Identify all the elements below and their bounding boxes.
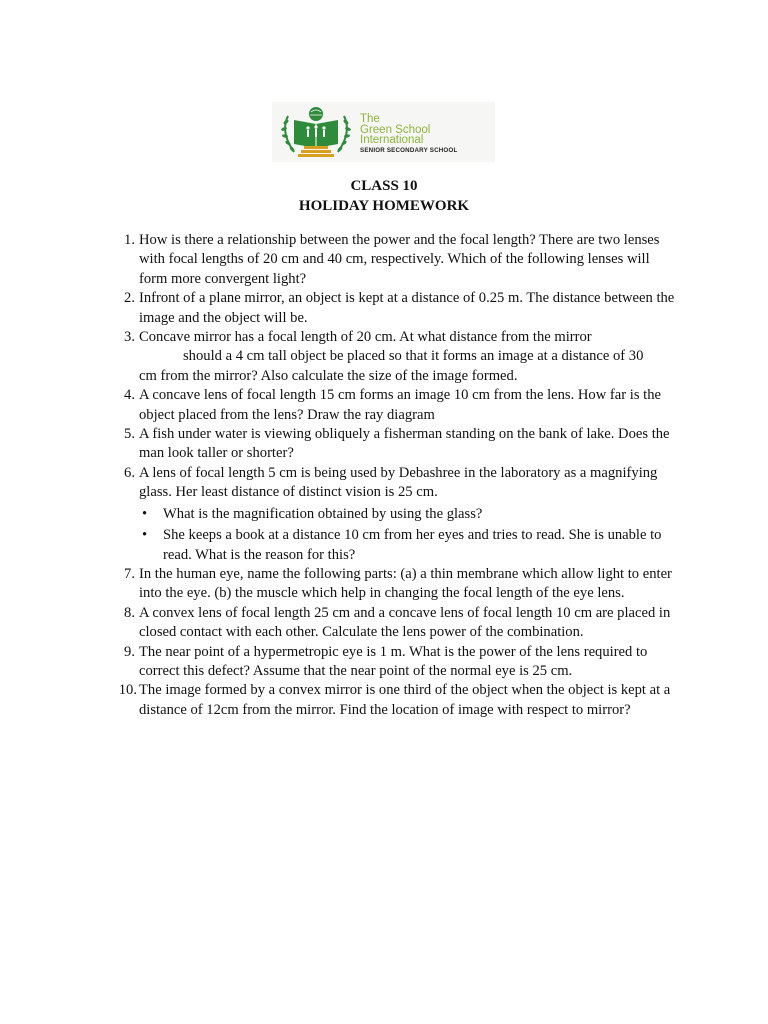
question-number: 1.	[124, 232, 135, 248]
question-list	[118, 231, 679, 720]
question-text: A convex lens of focal length 25 cm and a concave lens of focal length 10 cm are placed in closed contact with each other. Calculate the lens power of the combination.	[139, 604, 671, 641]
logo-line-international: International	[360, 134, 424, 146]
question-number: 7.	[124, 565, 135, 582]
school-logo	[272, 102, 495, 162]
question-number: 8.	[124, 604, 135, 621]
bullet-icon: •	[142, 527, 148, 544]
bullet-icon: •	[142, 505, 148, 522]
list-item	[124, 289, 679, 328]
question-text: Infront of a plane mirror, an object is kept at a distance of 0.25 m. The distance between the image and the object will be.	[139, 290, 675, 326]
question-number: 9.	[124, 643, 135, 660]
question-number: 3.	[124, 329, 135, 346]
bullet-item	[139, 505, 679, 524]
question-text: A concave lens of focal length 15 cm forms an image 10 cm from the lens. How far is the object placed from the lens? Draw the ray diagram	[139, 387, 661, 423]
question-number: 6.	[124, 464, 135, 481]
question-text-line: should a 4 cm tall object be placed so that it forms an image at a distance of 30	[183, 348, 644, 365]
class-heading: CLASS 10	[350, 178, 418, 194]
question-text-line: Concave mirror has a focal length of 20 cm. At what distance from the mirror	[139, 329, 592, 346]
list-item	[124, 328, 679, 386]
sub-bullet-list	[139, 505, 679, 565]
logo-line-green-school: Green School	[360, 123, 431, 136]
question-text: The near point of a hypermetropic eye is 1 m. What is the power of the lens required to correct this defect? Assume that the near point of the normal eye is 25 cm.	[139, 643, 648, 679]
list-item	[124, 643, 679, 682]
bullet-item	[139, 526, 679, 565]
question-text: A fish under water is viewing obliquely a fisherman standing on the bank of lake. Does the man look taller or shorter?	[139, 426, 670, 462]
question-number: 2.	[124, 290, 135, 307]
list-item	[118, 681, 679, 720]
list-item	[124, 231, 679, 289]
logo-line-the: The	[360, 113, 380, 125]
question-number: 5.	[124, 426, 135, 443]
list-item	[124, 425, 679, 464]
list-item	[124, 464, 679, 565]
question-number: 4.	[124, 387, 135, 404]
list-item	[124, 565, 679, 604]
question-text: The image formed by a convex mirror is one third of the object when the object is kept at a distance of 12cm from the mirror. Find the location of image with respect to mirror?	[139, 682, 671, 718]
question-text: How is there a relationship between the power and the focal length? There are two lenses with focal lengths of 20 cm and 40 cm, respectively. Which of the following lenses will form more convergent light?	[139, 232, 660, 287]
question-text-line: cm from the mirror? Also calculate the size of the image formed.	[139, 367, 518, 384]
question-text: A lens of focal length 5 cm is being used by Debashree in the laboratory as a magnifying glass. Her least distance of distinct vision is 25 cm.	[139, 464, 658, 501]
question-text: In the human eye, name the following parts: (a) a thin membrane which allow light to enter into the eye. (b) the muscle which help in changing the focal length of the eye lens.	[139, 565, 672, 602]
question-number: 10.	[118, 682, 137, 699]
homework-heading: HOLIDAY HOMEWORK	[298, 198, 470, 214]
school-crest-icon	[272, 102, 360, 162]
list-item	[124, 604, 679, 643]
bullet-text: What is the magnification obtained by using the glass?	[163, 505, 483, 522]
list-item	[124, 386, 679, 425]
bullet-text: She keeps a book at a distance 10 cm from her eyes and tries to read. She is unable to read. What is the reason for this?	[163, 527, 662, 563]
logo-line-senior-secondary: SENIOR SECONDARY SCHOOL	[360, 146, 458, 154]
